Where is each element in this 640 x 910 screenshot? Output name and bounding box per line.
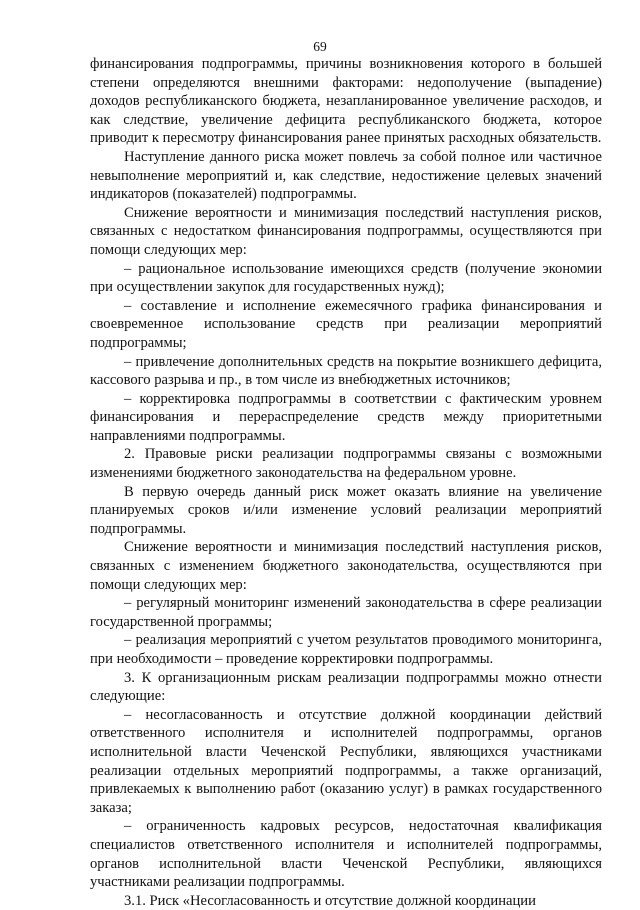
paragraph: 3.1. Риск «Несогласованность и отсутствие должной координации xyxy=(124,892,536,909)
paragraph: – составление и исполнение ежемесячного графика финансирования и своевременное использование средств при реализации мероприятий подпрограммы; xyxy=(90,297,602,351)
body-text xyxy=(90,55,602,910)
paragraph: финансирования подпрограммы, причины возникновения которого в большей степени определяются внешними факторами: недополучение (выпадение) доходов республиканского бюджета, незапланированное увеличение расходов, и как следствие, увеличение дефицита республиканского бюджета, которое приводит к пересмотру финансирования ранее принятых расходных обязательств. xyxy=(90,56,602,147)
paragraph: Наступление данного риска может повлечь за собой полное или частичное невыполнение мероприятий и, как следствие, недостижение целевых значений индикаторов (показателей) подпрограммы. xyxy=(90,148,602,203)
paragraph: – несогласованность и отсутствие должной координации действий ответственного исполнителя и исполнителей подпрограммы, органов исполнительной власти Чеченской Республики, являющихся участниками реализации отдельных мероприятий подпрограммы, а также организаций, привлекаемых к выполнению работ (оказанию услуг) в рамках государственного заказа; xyxy=(90,706,602,816)
paragraph: Снижение вероятности и минимизация последствий наступления рисков, связанных с изменением бюджетного законодательства, осуществляются при помощи следующих мер: xyxy=(90,539,602,593)
paragraph: – корректировка подпрограммы в соответствии с фактическим уровнем финансирования и перераспределение средств между приоритетными направлениями подпрограммы. xyxy=(90,390,602,444)
paragraph: – регулярный мониторинг изменений законодательства в сфере реализации государственной программы; xyxy=(90,595,602,630)
paragraph: – привлечение дополнительных средств на покрытие возникшего дефицита, кассового разрыва и пр., в том числе из внебюджетных источников; xyxy=(90,353,602,389)
page-number: 69 xyxy=(313,39,327,54)
paragraph: 2. Правовые риски реализации подпрограммы связаны с возможными изменениями бюджетного законодательства на федеральном уровне. xyxy=(90,446,602,482)
paragraph: – реализация мероприятий с учетом результатов проводимого мониторинга, при необходимости – проведение корректировки подпрограммы. xyxy=(90,632,602,667)
paragraph: В первую очередь данный риск может оказать влияние на увеличение планируемых сроков и/или изменение условий реализации мероприятий подпрограммы. xyxy=(90,483,602,537)
paragraph: 3. К организационным рискам реализации подпрограммы можно отнести следующие: xyxy=(90,669,602,705)
paragraph: Снижение вероятности и минимизация последствий наступления рисков, связанных с недостатком финансирования подпрограммы, осуществляются при помощи следующих мер: xyxy=(90,204,602,258)
paragraph: – ограниченность кадровых ресурсов, недостаточная квалификация специалистов ответственного исполнителя и исполнителей подпрограммы, органов исполнительной власти Чеченской Республики, являющихся участниками реализации подпрограммы. xyxy=(90,818,602,891)
paragraph: – рациональное использование имеющихся средств (получение экономии при осуществлении закупок для государственных нужд); xyxy=(90,260,602,296)
